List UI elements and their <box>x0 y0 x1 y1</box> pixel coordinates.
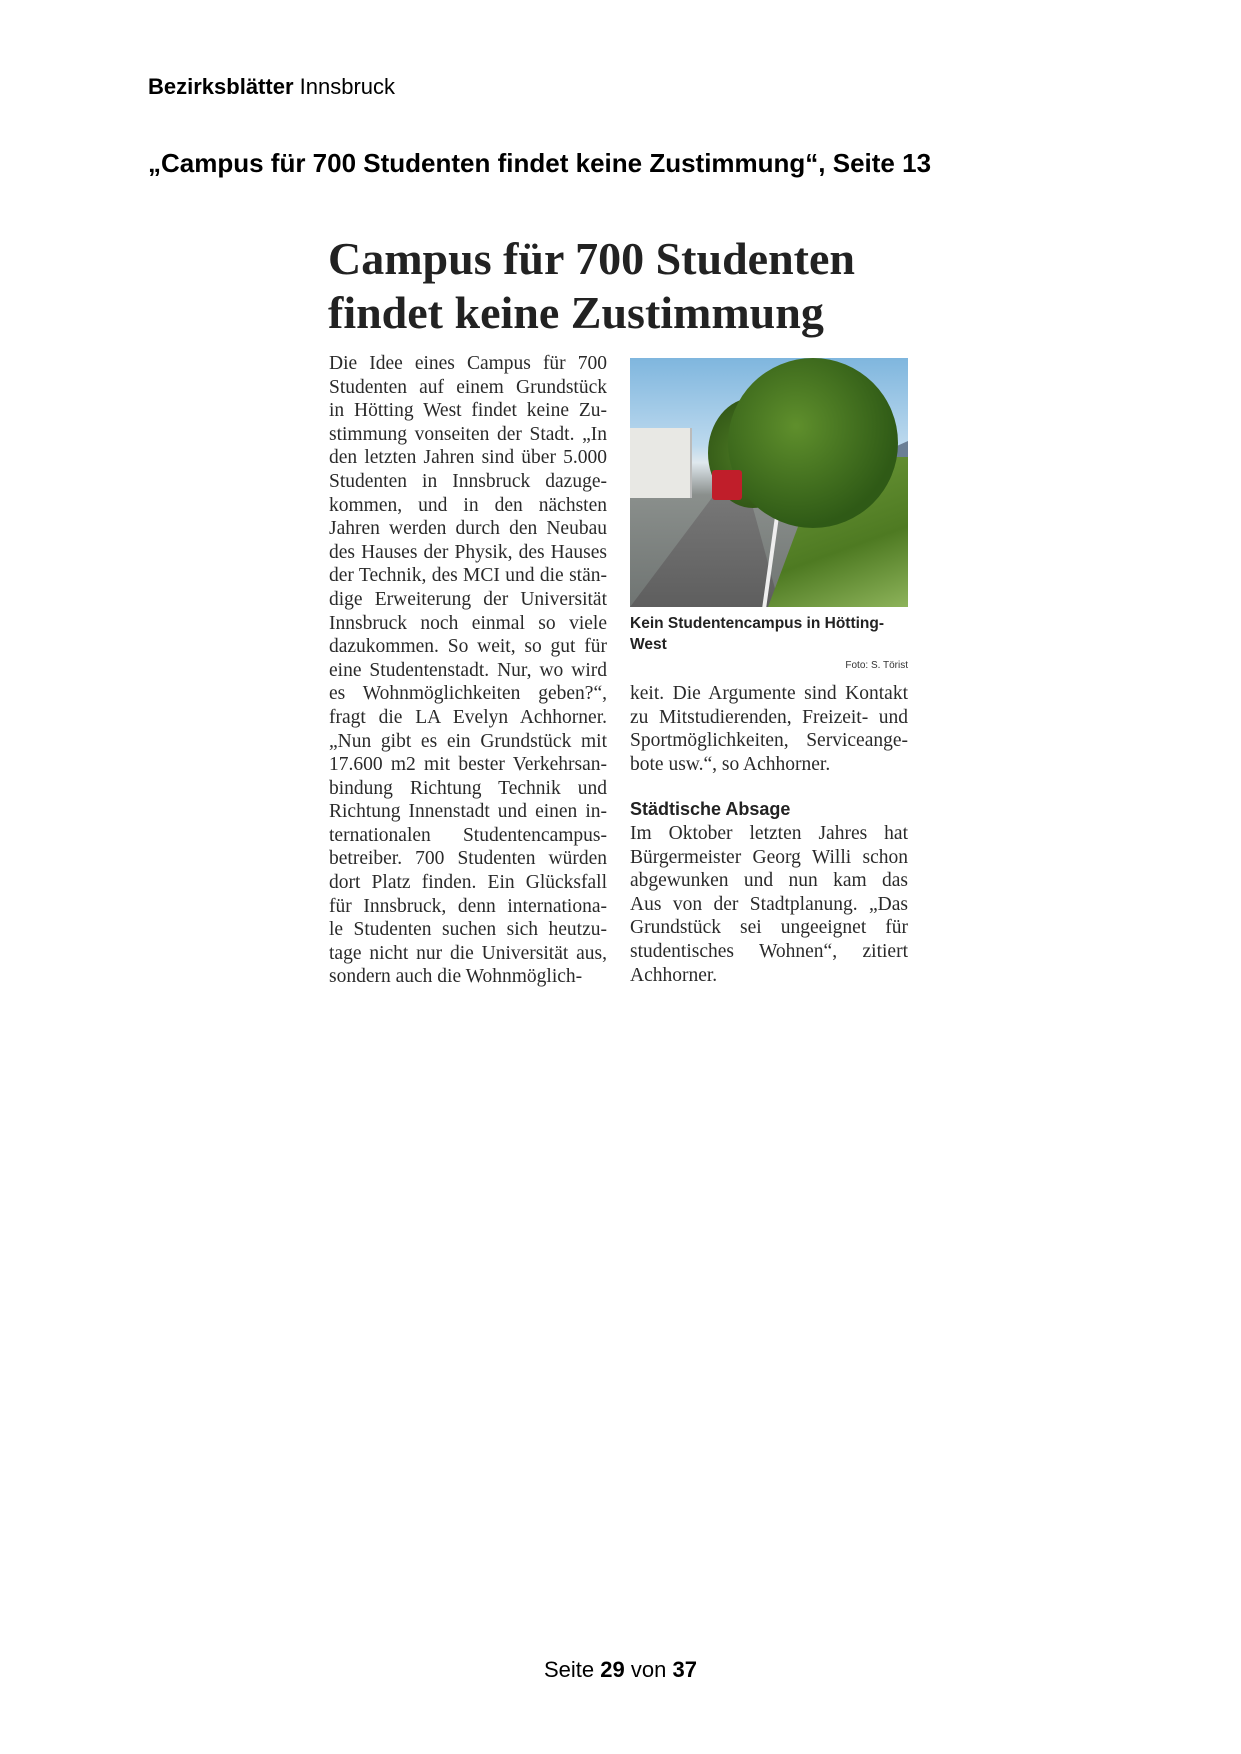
text-line: Richtung Innenstadt und einen in- <box>329 801 607 823</box>
paragraph <box>630 822 908 987</box>
publication-name: Bezirksblätter <box>148 74 294 99</box>
paragraph <box>630 682 908 776</box>
text-line: le Studenten suchen sich heutzu- <box>329 919 607 941</box>
text-line: dort Platz finden. Ein Glücksfall <box>329 872 607 894</box>
text-line: den letzten Jahren sind über 5.000 <box>329 447 607 469</box>
current-page: 29 <box>600 1657 625 1682</box>
text-line: eine Studentenstadt. Nur, wo wird <box>329 659 607 681</box>
text-line: dige Erweiterung der Universität <box>329 588 607 610</box>
text-line: tage nicht nur die Universität aus, <box>329 942 607 964</box>
footer-label: Seite <box>544 1657 595 1682</box>
text-line: ternationalen Studentencampus- <box>329 824 607 846</box>
document-title: „Campus für 700 Studenten findet keine Zustimmung“, Seite 13 <box>148 148 932 178</box>
text-line: Achhorner. <box>630 964 718 986</box>
photo-caption <box>630 613 908 676</box>
text-line: studentisches Wohnen“, zitiert <box>630 940 908 962</box>
photo-tree <box>728 358 898 528</box>
text-line: Die Idee eines Campus für 700 <box>329 353 607 374</box>
publication-region: Innsbruck <box>299 74 396 99</box>
headline-line: findet keine Zustimmung <box>328 287 824 338</box>
text-line: der Technik, des MCI und die stän- <box>329 565 607 587</box>
text-line: dazukommen. So weit, so gut für <box>329 636 607 658</box>
article-column-2 <box>630 682 908 987</box>
text-line: des Hauses der Physik, des Hauses <box>329 541 607 563</box>
text-line: Studenten auf einem Grundstück <box>329 376 607 398</box>
article-column-1 <box>329 352 607 989</box>
text-line: 17.600 m2 mit bester Verkehrsan- <box>329 754 607 776</box>
text-line: stimmung vonseiten der Stadt. „In <box>329 423 607 445</box>
text-line: kommen, und in den nächsten <box>329 494 607 516</box>
page-footer <box>0 1657 1241 1683</box>
text-line: Grundstück sei ungeeignet für <box>630 917 908 939</box>
headline-line: Campus für 700 Studenten <box>328 233 855 284</box>
text-line: Jahren werden durch den Neubau <box>329 518 607 540</box>
text-line: Aus von der Stadtplanung. „Das <box>630 893 908 915</box>
text-line: in Hötting West findet keine Zu- <box>329 400 607 422</box>
caption-text: Kein Studentencampus in Hötting-West <box>630 615 885 653</box>
text-line: bindung Richtung Technik und <box>329 777 607 799</box>
article-photo <box>630 358 908 607</box>
text-line: Innsbruck noch einmal so viele <box>329 612 607 634</box>
article-headline <box>328 232 910 340</box>
total-pages: 37 <box>672 1657 697 1682</box>
photo-tram <box>712 470 742 500</box>
text-line: „Nun gibt es ein Grundstück mit <box>329 730 607 752</box>
text-line: Studenten in Innsbruck dazuge- <box>329 470 607 492</box>
photo-credit: Foto: S. Törist <box>845 660 908 671</box>
publication-header <box>148 74 395 100</box>
photo-road <box>630 497 780 607</box>
text-line: Bürgermeister Georg Willi schon <box>630 846 908 868</box>
text-line: zu Mitstudierenden, Freizeit- und <box>630 706 908 728</box>
text-line: für Innsbruck, denn internationa- <box>329 895 607 917</box>
text-line: abgewunken und nun kam das <box>630 870 908 892</box>
text-line: Im Oktober letzten Jahres hat <box>630 822 908 844</box>
text-line: es Wohnmöglichkeiten geben?“, <box>329 683 607 705</box>
photo-house <box>630 428 692 498</box>
text-line: Sportmöglichkeiten, Serviceange- <box>630 730 908 752</box>
text-line: betreiber. 700 Studenten würden <box>329 848 607 870</box>
subheading: Städtische Absage <box>630 799 791 820</box>
text-line: bote usw.“, so Achhorner. <box>630 753 831 775</box>
footer-label: von <box>630 1657 667 1682</box>
text-line: sondern auch die Wohnmöglich- <box>329 966 583 988</box>
text-line: fragt die LA Evelyn Achhorner. <box>329 706 607 728</box>
text-line: keit. Die Argumente sind Kontakt <box>630 683 908 704</box>
